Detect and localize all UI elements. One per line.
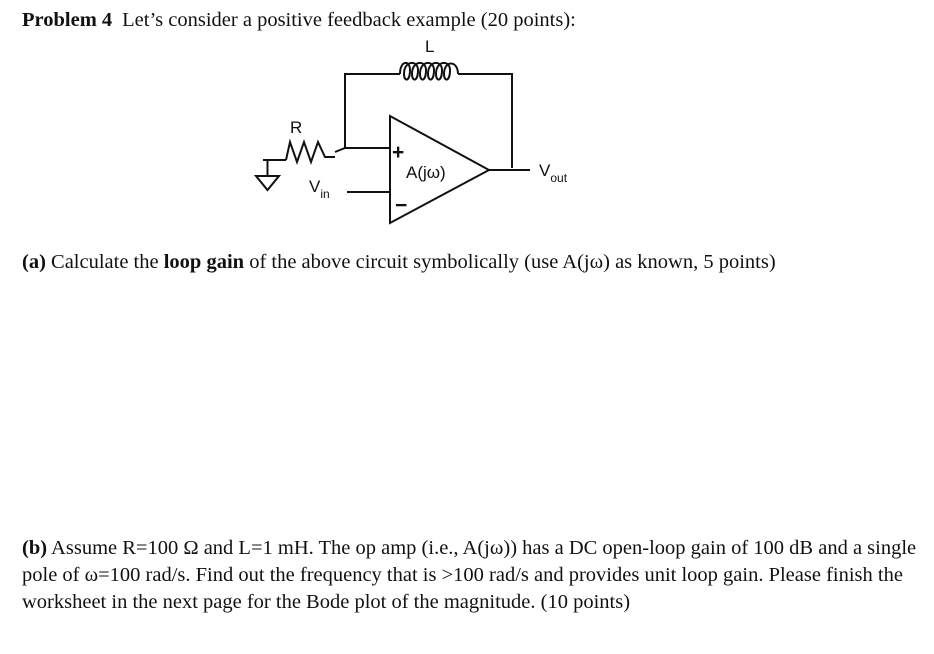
problem-title: Let’s consider a positive feedback example (20 points): bbox=[122, 9, 576, 31]
vin-label: $V_{in}$ bbox=[309, 177, 330, 201]
resistor-label: R bbox=[290, 118, 303, 137]
vout-label: $V_{out}$ bbox=[539, 161, 568, 185]
inductor-label: L bbox=[425, 37, 435, 56]
part-a-label: (a) bbox=[22, 251, 46, 273]
resistor-zigzag bbox=[286, 142, 335, 162]
plus-input-wire bbox=[335, 148, 390, 152]
feedback-wire-left bbox=[345, 74, 400, 148]
part-b-question bbox=[22, 535, 922, 616]
minus-sign: − bbox=[395, 194, 408, 217]
plus-sign: + bbox=[392, 141, 405, 164]
opamp-label: A(jω) bbox=[406, 163, 446, 182]
part-a-bold-term: loop gain bbox=[163, 251, 245, 273]
part-b-text: Assume R=100 Ω and L=1 mH. The op amp (i.e., A(jω)) has a DC open-loop gain of 100 dB and a single pole of ω=100 rad/s. Find out the frequency that is >100 rad/s and provides unit loop gain. Please finish the worksheet in the next page for the Bode plot of the magnitude. (10 points) bbox=[22, 537, 917, 613]
part-a-text-before: Calculate the bbox=[45, 251, 164, 273]
feedback-wire-right bbox=[458, 74, 512, 168]
part-a-text-after: of the above circuit symbolically (use A(jω) as known, 5 points) bbox=[244, 251, 776, 273]
problem-number: Problem 4 bbox=[22, 9, 113, 31]
vin-subscript: in bbox=[320, 187, 330, 201]
part-b-label: (b) bbox=[22, 537, 48, 559]
ground-symbol bbox=[256, 176, 279, 190]
part-a-question bbox=[22, 251, 776, 274]
vout-subscript: out bbox=[550, 171, 568, 185]
inductor-coil bbox=[400, 63, 458, 80]
circuit-diagram bbox=[0, 0, 934, 240]
